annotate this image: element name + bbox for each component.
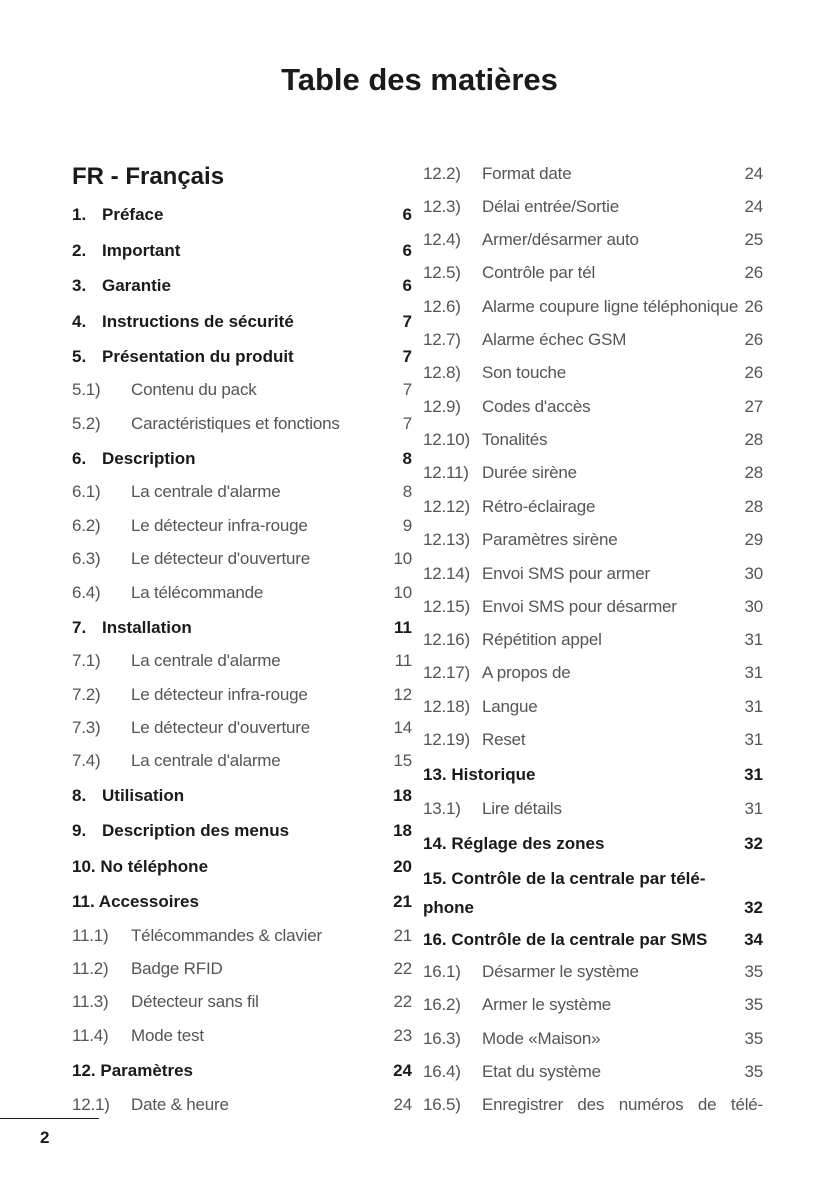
toc-entry-title: Armer le système	[482, 995, 612, 1014]
toc-entry-page: 24	[744, 197, 763, 216]
toc-entry	[423, 463, 763, 487]
toc-entry-number: 5.	[72, 347, 87, 366]
toc-entry-number: 12.10)	[423, 430, 471, 449]
toc-entry	[72, 347, 412, 371]
toc-entry-page: 32	[744, 898, 763, 917]
toc-entry-title: Désarmer le système	[482, 962, 639, 981]
toc-entry-title: Alarme coupure ligne téléphonique	[482, 297, 739, 316]
toc-left-column	[72, 0, 412, 1191]
toc-entry-number: 12.1)	[72, 1095, 110, 1114]
toc-entry-number: 6.1)	[72, 482, 101, 501]
toc-entry	[72, 276, 412, 300]
toc-entry-page: 27	[744, 397, 763, 416]
toc-entry-title: Le détecteur infra-rouge	[131, 516, 308, 535]
toc-entry-title: Caractéristiques et fonctions	[131, 414, 340, 433]
toc-entry-page: 22	[393, 992, 412, 1011]
toc-entry-title: A propos de	[482, 663, 571, 682]
toc-entry	[423, 363, 763, 387]
toc-entry	[72, 380, 412, 404]
toc-entry	[72, 205, 412, 229]
toc-entry-page: 24	[393, 1095, 412, 1114]
toc-entry-number: 1.	[72, 205, 87, 224]
section-title: FR - Français	[72, 163, 225, 190]
toc-entry-title: 10. No téléphone	[72, 857, 209, 876]
toc-entry-number: 16.3)	[423, 1029, 461, 1048]
toc-entry-page: 10	[393, 549, 412, 568]
toc-entry-number: 12.19)	[423, 730, 471, 749]
toc-entry	[423, 330, 763, 354]
toc-entry-number: 6.2)	[72, 516, 101, 535]
toc-entry-title: Enregistrer des numéros de télé-	[482, 1095, 763, 1114]
toc-entry	[423, 263, 763, 287]
toc-entry-page: 7	[402, 312, 412, 331]
toc-entry-page: 10	[393, 583, 412, 602]
toc-entry	[72, 857, 412, 881]
toc-entry-page: 7	[402, 347, 412, 366]
toc-entry-page: 14	[393, 718, 412, 737]
toc-entry-number: 12.3)	[423, 197, 461, 216]
toc-entry	[423, 564, 763, 588]
toc-entry-number: 11.4)	[72, 1026, 109, 1045]
toc-entry-title-continued: phone	[423, 898, 474, 917]
toc-entry-page: 26	[744, 263, 763, 282]
toc-entry	[72, 786, 412, 810]
toc-entry-number: 8.	[72, 786, 87, 805]
toc-entry-title: La centrale d'alarme	[131, 651, 281, 670]
toc-entry-number: 12.14)	[423, 564, 471, 583]
toc-entry-title: 12. Paramètres	[72, 1061, 193, 1080]
toc-entry-title: Présentation du produit	[102, 347, 294, 366]
toc-entry	[72, 449, 412, 473]
footer-rule	[0, 1118, 99, 1119]
toc-entry-title: 15. Contrôle de la centrale par télé-	[423, 869, 706, 888]
toc-entry-title: Préface	[102, 205, 164, 224]
toc-entry-title: Description	[102, 449, 196, 468]
toc-entry-number: 7.2)	[72, 685, 101, 704]
toc-entry-page: 18	[393, 786, 412, 805]
toc-entry	[423, 197, 763, 221]
toc-entry-title: Le détecteur d'ouverture	[131, 549, 310, 568]
toc-entry-page: 11	[394, 651, 412, 670]
toc-entry	[72, 549, 412, 573]
toc-entry	[72, 751, 412, 775]
toc-entry	[72, 651, 412, 675]
toc-entry-page: 12	[393, 685, 412, 704]
toc-entry-title: Description des menus	[102, 821, 290, 840]
toc-entry	[72, 241, 412, 265]
toc-entry	[423, 1062, 763, 1086]
toc-entry-title: Contenu du pack	[131, 380, 257, 399]
toc-entry-title: Contrôle par tél	[482, 263, 596, 282]
toc-entry	[423, 869, 763, 927]
toc-entry-page: 21	[393, 926, 412, 945]
toc-entry-number: 7.1)	[72, 651, 101, 670]
toc-entry-page: 26	[744, 297, 763, 316]
toc-entry-number: 5.1)	[72, 380, 101, 399]
toc-entry-title: Mode test	[131, 1026, 204, 1045]
toc-entry	[423, 697, 763, 721]
toc-entry-title: 14. Réglage des zones	[423, 834, 605, 853]
toc-entry-title: Délai entrée/Sortie	[482, 197, 619, 216]
toc-entry-page: 25	[744, 230, 763, 249]
toc-entry-number: 12.4)	[423, 230, 461, 249]
toc-entry-number: 12.17)	[423, 663, 471, 682]
toc-entry	[72, 516, 412, 540]
toc-entry-title: Durée sirène	[482, 463, 577, 482]
toc-right-column	[423, 0, 763, 1191]
toc-entry-number: 4.	[72, 312, 87, 331]
toc-entry-title: Le détecteur infra-rouge	[131, 685, 308, 704]
toc-entry-page: 30	[744, 597, 763, 616]
toc-entry	[423, 297, 763, 321]
toc-entry-page: 35	[744, 1029, 763, 1048]
toc-entry	[423, 962, 763, 986]
toc-entry	[72, 821, 412, 845]
toc-entry-title: Tonalités	[482, 430, 548, 449]
toc-entry-page: 31	[744, 630, 763, 649]
toc-entry	[72, 959, 412, 983]
toc-entry-title: Codes d'accès	[482, 397, 591, 416]
toc-entry	[72, 618, 412, 642]
toc-entry	[423, 230, 763, 254]
toc-entry	[72, 992, 412, 1016]
page-title: Table des matières	[281, 62, 558, 97]
toc-entry-title: La centrale d'alarme	[131, 482, 281, 501]
toc-entry-page: 35	[744, 962, 763, 981]
toc-entry-page: 35	[744, 995, 763, 1014]
toc-entry-page: 11	[394, 618, 412, 637]
toc-entry-number: 12.13)	[423, 530, 471, 549]
toc-entry	[423, 799, 763, 823]
toc-entry-title: Etat du système	[482, 1062, 601, 1081]
toc-entry-page: 26	[744, 330, 763, 349]
toc-entry-number: 12.11)	[423, 463, 469, 482]
toc-entry-number: 12.18)	[423, 697, 471, 716]
toc-entry-number: 16.1)	[423, 962, 461, 981]
toc-entry-title: Alarme échec GSM	[482, 330, 627, 349]
toc-entry-title: Envoi SMS pour désarmer	[482, 597, 677, 616]
toc-entry-title: Instructions de sécurité	[102, 312, 294, 331]
toc-entry-number: 7.4)	[72, 751, 101, 770]
toc-entry	[72, 718, 412, 742]
toc-entry-title: Important	[102, 241, 181, 260]
toc-entry-page: 31	[744, 730, 763, 749]
toc-entry	[423, 630, 763, 654]
toc-entry-title: Lire détails	[482, 799, 562, 818]
toc-entry-title: Installation	[102, 618, 192, 637]
toc-entry-title: Mode «Maison»	[482, 1029, 601, 1048]
toc-entry-page: 18	[393, 821, 412, 840]
toc-entry-number: 12.12)	[423, 497, 471, 516]
toc-entry	[72, 583, 412, 607]
toc-entry	[423, 730, 763, 754]
toc-entry-number: 11.3)	[72, 992, 109, 1011]
toc-entry-page: 28	[744, 463, 763, 482]
toc-entry	[423, 834, 763, 858]
toc-entry	[423, 1029, 763, 1053]
toc-entry-title: Date & heure	[131, 1095, 229, 1114]
toc-entry-page: 8	[402, 449, 412, 468]
toc-entry-page: 31	[744, 663, 763, 682]
toc-entry-page: 6	[402, 276, 412, 295]
toc-entry-page: 24	[744, 164, 763, 183]
toc-entry-number: 6.4)	[72, 583, 101, 602]
toc-entry-page: 28	[744, 430, 763, 449]
toc-entry-page: 31	[744, 799, 763, 818]
toc-entry	[423, 765, 763, 789]
toc-entry-title: Envoi SMS pour armer	[482, 564, 650, 583]
toc-entry-page: 26	[744, 363, 763, 382]
toc-entry	[72, 685, 412, 709]
page-number: 2	[40, 1128, 50, 1147]
toc-entry-page: 30	[744, 564, 763, 583]
toc-entry-number: 7.	[72, 618, 87, 637]
toc-entry-number: 6.3)	[72, 549, 101, 568]
toc-entry-number: 12.16)	[423, 630, 471, 649]
toc-entry-title: Format date	[482, 164, 572, 183]
toc-entry-number: 16.5)	[423, 1095, 461, 1114]
toc-entry	[423, 930, 763, 954]
toc-entry	[423, 530, 763, 554]
toc-entry-number: 12.8)	[423, 363, 461, 382]
toc-entry-title: Répétition appel	[482, 630, 602, 649]
toc-entry-title: Utilisation	[102, 786, 185, 805]
toc-entry-page: 29	[744, 530, 763, 549]
toc-entry	[423, 663, 763, 687]
toc-entry-page: 23	[393, 1026, 412, 1045]
toc-entry-number: 16.2)	[423, 995, 461, 1014]
toc-entry	[72, 926, 412, 950]
toc-entry-number: 12.7)	[423, 330, 461, 349]
toc-entry-page: 6	[402, 241, 412, 260]
toc-entry-page: 22	[393, 959, 412, 978]
toc-entry-page: 9	[402, 516, 412, 535]
toc-entry-page: 20	[393, 857, 412, 876]
toc-entry-title: Reset	[482, 730, 526, 749]
toc-entry-number: 11.1)	[72, 926, 109, 945]
toc-entry-number: 12.5)	[423, 263, 461, 282]
toc-entry-title: La télécommande	[131, 583, 264, 602]
toc-entry-title: 13. Historique	[423, 765, 536, 784]
toc-entry	[72, 414, 412, 438]
toc-entry-number: 3.	[72, 276, 87, 295]
toc-entry-title: La centrale d'alarme	[131, 751, 281, 770]
toc-entry-number: 11.2)	[72, 959, 109, 978]
toc-entry-page: 7	[402, 380, 412, 399]
toc-entry-page: 6	[402, 205, 412, 224]
toc-entry-number: 12.2)	[423, 164, 461, 183]
toc-entry-number: 9.	[72, 821, 87, 840]
toc-entry-page: 31	[744, 765, 763, 784]
toc-entry	[423, 995, 763, 1019]
toc-entry-page: 32	[744, 834, 763, 853]
toc-entry-number: 5.2)	[72, 414, 101, 433]
toc-entry-title: Le détecteur d'ouverture	[131, 718, 310, 737]
toc-entry-title: Télécommandes & clavier	[131, 926, 322, 945]
toc-entry-title: Badge RFID	[131, 959, 223, 978]
toc-entry-page: 15	[393, 751, 412, 770]
toc-entry	[423, 1095, 763, 1119]
toc-entry-title: Garantie	[102, 276, 171, 295]
toc-entry-title: Armer/désarmer auto	[482, 230, 639, 249]
toc-entry-page: 21	[393, 892, 412, 911]
toc-entry-number: 7.3)	[72, 718, 101, 737]
toc-entry	[72, 1061, 412, 1085]
toc-entry-number: 2.	[72, 241, 87, 260]
toc-entry-title: Rétro-éclairage	[482, 497, 596, 516]
toc-entry-title: 11. Accessoires	[72, 892, 199, 911]
toc-entry-number: 12.15)	[423, 597, 471, 616]
toc-entry-title: 16. Contrôle de la centrale par SMS	[423, 930, 708, 949]
toc-entry	[72, 312, 412, 336]
toc-entry	[423, 597, 763, 621]
toc-entry-title: Paramètres sirène	[482, 530, 618, 549]
toc-entry	[72, 1026, 412, 1050]
toc-entry-number: 6.	[72, 449, 87, 468]
toc-entry	[423, 164, 763, 188]
toc-entry-page: 7	[402, 414, 412, 433]
toc-entry-title: Détecteur sans fil	[131, 992, 259, 1011]
toc-entry	[423, 397, 763, 421]
toc-entry-title: Langue	[482, 697, 538, 716]
toc-entry-page: 34	[744, 930, 763, 949]
toc-entry-title: Son touche	[482, 363, 567, 382]
toc-entry-page: 35	[744, 1062, 763, 1081]
toc-entry-number: 13.1)	[423, 799, 461, 818]
toc-entry-page: 31	[744, 697, 763, 716]
toc-entry-page: 24	[393, 1061, 412, 1080]
toc-entry-number: 12.6)	[423, 297, 461, 316]
toc-entry	[423, 497, 763, 521]
toc-entry-page: 28	[744, 497, 763, 516]
toc-entry	[72, 482, 412, 506]
toc-entry	[72, 1095, 412, 1119]
toc-entry	[423, 430, 763, 454]
toc-entry-number: 12.9)	[423, 397, 461, 416]
toc-entry-page: 8	[402, 482, 412, 501]
toc-entry-number: 16.4)	[423, 1062, 461, 1081]
toc-entry	[72, 892, 412, 916]
